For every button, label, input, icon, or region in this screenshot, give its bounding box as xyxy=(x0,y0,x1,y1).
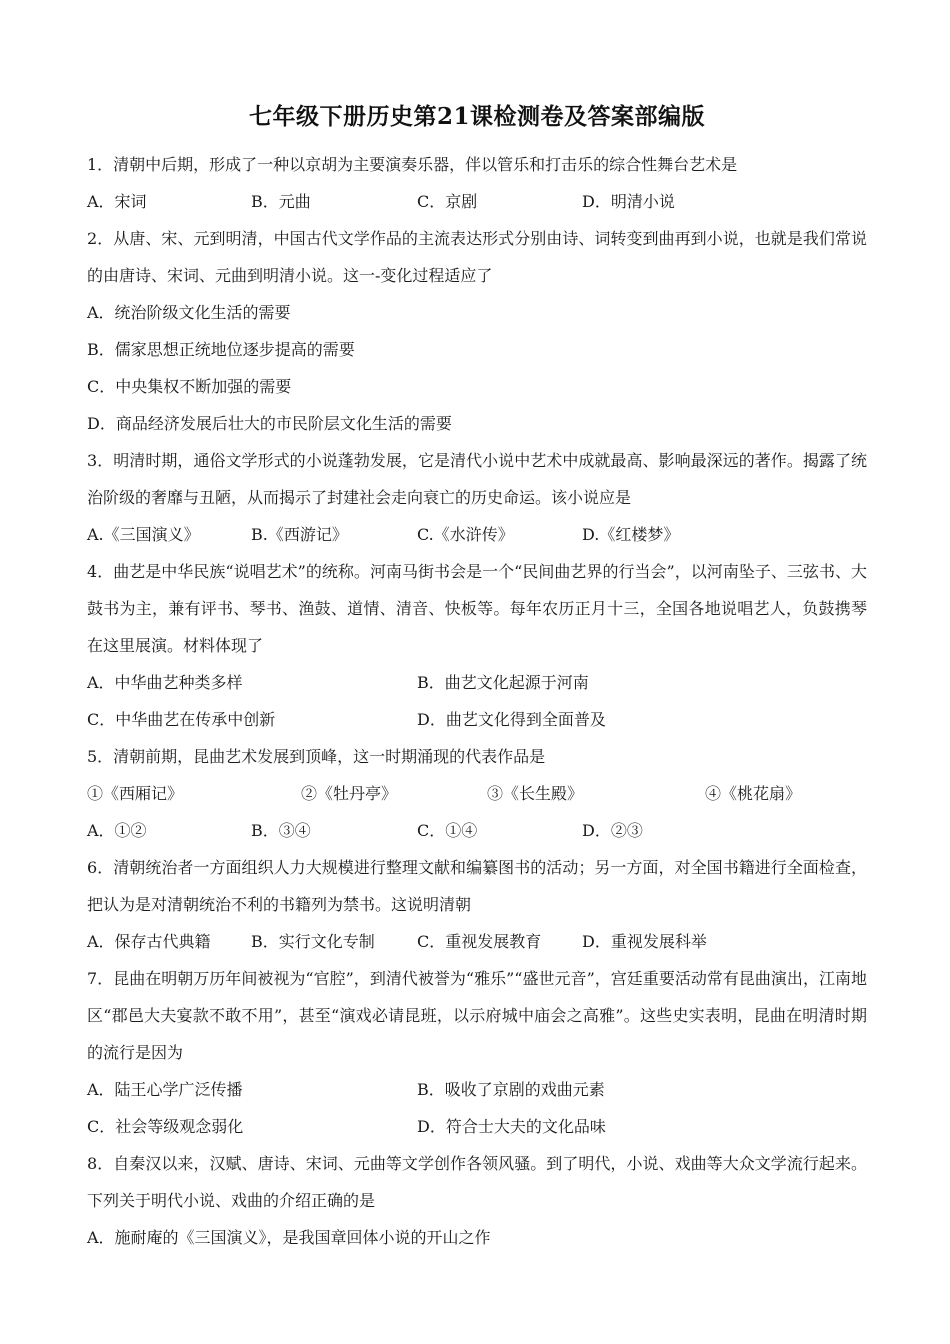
option-d: D.《红楼梦》 xyxy=(582,525,680,544)
option-d: D．曲艺文化得到全面普及 xyxy=(417,710,606,729)
question-7-stem: 7．昆曲在明朝万历年间被视为“官腔”，到清代被誉为“雅乐”“盛世元音”，宫廷重要活动常有昆曲演出，江南地区“郡邑大夫宴款不敢不用”，甚至“演戏必请昆班，以示府城中庙会之高雅”。这些史实表明，昆曲在明清时期的流行是因为 xyxy=(87,969,867,1062)
option-a: A.《三国演义》 xyxy=(87,525,200,544)
option-a: A．统治阶级文化生活的需要 xyxy=(87,303,291,322)
question-2-stem: 2．从唐、宋、元到明清，中国古代文学作品的主流表达形式分别由诗、词转变到曲再到小说，也就是我们常说的由唐诗、宋词、元曲到明清小说。这一-变化过程适应了 xyxy=(87,229,867,285)
option-c: C．中华曲艺在传承中创新 xyxy=(87,710,276,729)
question-4-options-row-2 xyxy=(87,701,867,738)
question-7-options-row-1 xyxy=(87,1071,867,1108)
option-d: D．明清小说 xyxy=(582,192,675,211)
document-page xyxy=(87,100,867,1256)
option-d: D．重视发展科举 xyxy=(582,932,707,951)
option-c: C．重视发展教育 xyxy=(417,932,542,951)
option-c: C．社会等级观念弱化 xyxy=(87,1117,244,1136)
option-d: D．②③ xyxy=(582,821,643,840)
option-b: B．实行文化专制 xyxy=(251,932,375,951)
option-b: B.《西游记》 xyxy=(251,525,348,544)
option-d: D．商品经济发展后壮大的市民阶层文化生活的需要 xyxy=(87,414,452,433)
option-d: D．符合士大夫的文化品味 xyxy=(417,1117,606,1136)
question-4-stem: 4．曲艺是中华民族“说唱艺术”的统称。河南马街书会是一个“民间曲艺界的行当会”，以河南坠子、三弦书、大鼓书为主，兼有评书、琴书、渔鼓、道情、清音、快板等。每年农历正月十三，全国各地说唱艺人，负鼓携琴在这里展演。材料体现了 xyxy=(87,562,867,655)
question-6-stem: 6．清朝统治者一方面组织人力大规模进行整理文献和编纂图书的活动；另一方面，对全国书籍进行全面检查，把认为是对清朝统治不利的书籍列为禁书。这说明清朝 xyxy=(87,858,867,914)
question-1-stem: 1．清朝中后期，形成了一种以京胡为主要演奏乐器，伴以管乐和打击乐的综合性舞台艺术是 xyxy=(87,155,738,174)
question-7-options-row-2 xyxy=(87,1108,867,1145)
work-item: ③《长生殿》 xyxy=(487,784,584,803)
work-item: ①《西厢记》 xyxy=(87,784,184,803)
option-b: B．曲艺文化起源于河南 xyxy=(417,673,589,692)
question-3-stem: 3．明清时期，通俗文学形式的小说蓬勃发展，它是清代小说中艺术中成就最高、影响最深远的著作。揭露了统治阶级的奢靡与丑陋，从而揭示了封建社会走向衰亡的历史命运。该小说应是 xyxy=(87,451,867,507)
option-c: C．①④ xyxy=(417,821,478,840)
option-a: A．施耐庵的《三国演义》，是我国章回体小说的开山之作 xyxy=(87,1228,491,1247)
question-6-options xyxy=(87,923,867,960)
option-a: A．中华曲艺种类多样 xyxy=(87,673,243,692)
option-b: B．③④ xyxy=(251,821,311,840)
question-5-works xyxy=(87,775,867,812)
question-1-options xyxy=(87,183,867,220)
question-5-stem: 5．清朝前期，昆曲艺术发展到顶峰，这一时期涌现的代表作品是 xyxy=(87,747,546,766)
question-3-options xyxy=(87,516,867,553)
option-c: C.《水浒传》 xyxy=(417,525,514,544)
option-c: C．京剧 xyxy=(417,192,478,211)
option-b: B．儒家思想正统地位逐步提高的需要 xyxy=(87,340,355,359)
option-c: C．中央集权不断加强的需要 xyxy=(87,377,292,396)
option-b: B．元曲 xyxy=(251,192,311,211)
option-a: A．陆王心学广泛传播 xyxy=(87,1080,243,1099)
option-a: A．保存古代典籍 xyxy=(87,932,211,951)
page-title: 七年级下册历史第21课检测卷及答案部编版 xyxy=(248,103,705,130)
question-8-stem: 8．自秦汉以来，汉赋、唐诗、宋词、元曲等文学创作各领风骚。到了明代，小说、戏曲等大众文学流行起来。下列关于明代小说、戏曲的介绍正确的是 xyxy=(87,1154,867,1210)
option-b: B．吸收了京剧的戏曲元素 xyxy=(417,1080,605,1099)
work-item: ②《牡丹亭》 xyxy=(301,784,398,803)
question-4-options-row-1 xyxy=(87,664,867,701)
question-5-options xyxy=(87,812,867,849)
work-item: ④《桃花扇》 xyxy=(705,784,802,803)
option-a: A．宋词 xyxy=(87,192,147,211)
option-a: A．①② xyxy=(87,821,147,840)
